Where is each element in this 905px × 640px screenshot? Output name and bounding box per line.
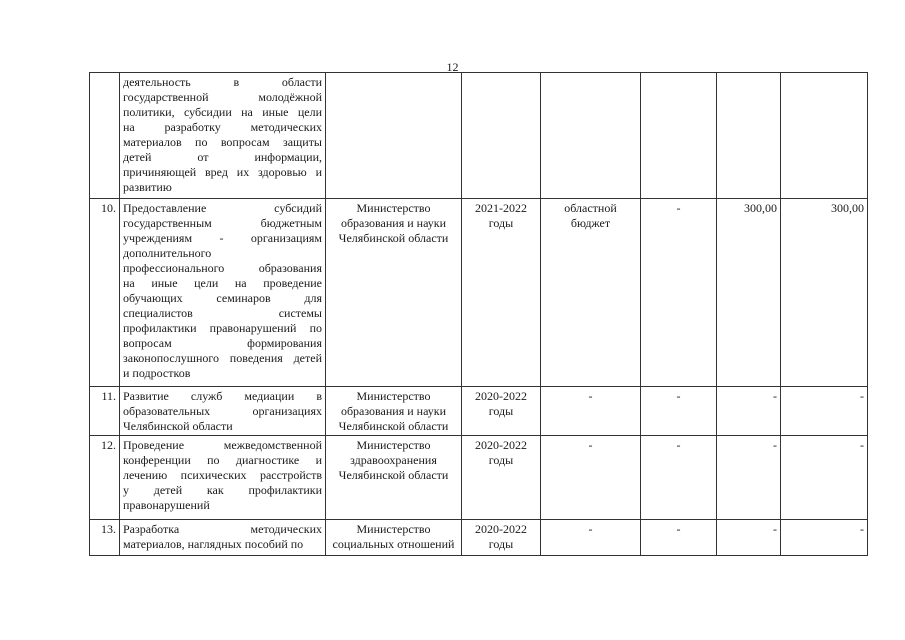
cell-line: материалов по вопросам защиты xyxy=(123,135,322,149)
period-cell xyxy=(462,199,541,387)
cell-line: здравоохранения xyxy=(350,453,437,467)
cell-value: 300,00 xyxy=(831,201,864,215)
cell-line: 2020-2022 xyxy=(475,522,527,536)
amount-cell-2 xyxy=(717,436,781,520)
funding-source-cell xyxy=(541,436,641,520)
cell-line: правонарушений xyxy=(123,498,210,512)
amount-cell-3 xyxy=(781,73,868,199)
amount-cell-3 xyxy=(781,520,868,556)
cell-value: - xyxy=(773,438,777,452)
amount-cell-1 xyxy=(641,436,717,520)
table-row xyxy=(90,520,868,556)
cell-line: - xyxy=(588,438,593,452)
cell-line: государственной молодёжной xyxy=(123,90,322,104)
cell-line: конференции по диагностике и xyxy=(123,453,322,467)
executor-cell xyxy=(326,436,462,520)
cell-line: профессионального образования xyxy=(123,261,322,275)
cell-line: 2020-2022 xyxy=(475,438,527,452)
cell-line: Министерство xyxy=(356,389,431,403)
row-number-cell xyxy=(90,73,120,199)
funding-source-cell xyxy=(541,520,641,556)
cell-value: 11. xyxy=(101,389,116,403)
table-row xyxy=(90,387,868,436)
cell-value: 300,00 xyxy=(744,201,777,215)
cell-line: у детей как профилактики xyxy=(123,483,322,497)
cell-line: причиняющей вред их здоровью и xyxy=(123,165,322,179)
cell-line: - xyxy=(588,389,593,403)
cell-line: Челябинской области xyxy=(123,419,233,433)
funding-source-cell xyxy=(541,73,641,199)
cell-line: и подростков xyxy=(123,366,191,380)
funding-source-cell xyxy=(541,199,641,387)
row-number-cell xyxy=(90,387,120,436)
executor-cell xyxy=(326,199,462,387)
cell-line: Министерство xyxy=(356,522,431,536)
cell-value: 13. xyxy=(101,522,116,536)
cell-line: специалистов системы xyxy=(123,306,322,320)
amount-cell-2 xyxy=(717,73,781,199)
cell-line: Челябинской области xyxy=(338,419,449,433)
cell-line: лечению психических расстройств xyxy=(123,468,322,482)
cell-value: - xyxy=(676,438,681,452)
cell-line: дополнительного xyxy=(123,246,212,260)
funding-source-cell xyxy=(541,387,641,436)
measure-description-cell xyxy=(120,436,326,520)
executor-cell xyxy=(326,387,462,436)
cell-line: Челябинской области xyxy=(338,468,449,482)
cell-line: на иные цели на проведение xyxy=(123,276,322,290)
cell-line: образования и науки xyxy=(340,404,447,418)
cell-value: - xyxy=(773,389,777,403)
cell-line: Министерство xyxy=(356,438,431,452)
amount-cell-1 xyxy=(641,520,717,556)
cell-value: - xyxy=(773,522,777,536)
cell-line: вопросам формирования xyxy=(123,336,322,350)
cell-line: деятельность в области xyxy=(123,75,322,89)
cell-line: детей от информации, xyxy=(123,150,322,164)
cell-line: годы xyxy=(488,453,514,467)
cell-line: областной xyxy=(564,201,617,215)
cell-line: Разработка методических xyxy=(123,522,322,536)
cell-value: 12. xyxy=(101,438,116,452)
table-row xyxy=(90,436,868,520)
cell-line: годы xyxy=(488,216,514,230)
table-row xyxy=(90,199,868,387)
cell-line: 2020-2022 xyxy=(475,389,527,403)
cell-value: - xyxy=(860,522,864,536)
amount-cell-1 xyxy=(641,387,717,436)
cell-line: обучающих семинаров для xyxy=(123,291,322,305)
measure-description-cell xyxy=(120,73,326,199)
cell-line: социальных отношений xyxy=(332,537,455,551)
page-number: 12 xyxy=(446,60,459,74)
cell-line: профилактики правонарушений по xyxy=(123,321,322,335)
period-cell xyxy=(462,73,541,199)
cell-line: Министерство xyxy=(356,201,431,215)
cell-value: - xyxy=(676,522,681,536)
cell-line: учреждениям - организациям xyxy=(123,231,322,245)
cell-line: Проведение межведомственной xyxy=(123,438,322,452)
cell-line: - xyxy=(588,522,593,536)
table-body xyxy=(90,73,868,556)
cell-value: 10. xyxy=(101,201,116,215)
cell-line: на разработку методических xyxy=(123,120,322,134)
cell-line: Челябинской области xyxy=(338,231,449,245)
cell-line: бюджет xyxy=(570,216,611,230)
cell-line: образования и науки xyxy=(340,216,447,230)
amount-cell-1 xyxy=(641,73,717,199)
cell-line: законопослушного поведения детей xyxy=(123,351,322,365)
measures-table xyxy=(89,72,868,556)
cell-line: Предоставление субсидий xyxy=(123,201,322,215)
cell-line: 2021-2022 xyxy=(475,201,527,215)
cell-value: - xyxy=(860,438,864,452)
cell-line: политики, субсидии на иные цели xyxy=(123,105,322,119)
period-cell xyxy=(462,436,541,520)
row-number-cell xyxy=(90,199,120,387)
cell-line: материалов, наглядных пособий по xyxy=(123,537,304,551)
executor-cell xyxy=(326,520,462,556)
cell-line: Развитие служб медиации в xyxy=(123,389,322,403)
cell-value: - xyxy=(676,201,681,215)
measure-description-cell xyxy=(120,387,326,436)
amount-cell-3 xyxy=(781,387,868,436)
amount-cell-3 xyxy=(781,199,868,387)
amount-cell-2 xyxy=(717,387,781,436)
cell-line: годы xyxy=(488,404,514,418)
period-cell xyxy=(462,520,541,556)
amount-cell-2 xyxy=(717,520,781,556)
period-cell xyxy=(462,387,541,436)
cell-line: государственным бюджетным xyxy=(123,216,322,230)
cell-value: - xyxy=(860,389,864,403)
amount-cell-3 xyxy=(781,436,868,520)
amount-cell-1 xyxy=(641,199,717,387)
measure-description-cell xyxy=(120,199,326,387)
table-row xyxy=(90,73,868,199)
amount-cell-2 xyxy=(717,199,781,387)
executor-cell xyxy=(326,73,462,199)
cell-line: годы xyxy=(488,537,514,551)
cell-value: - xyxy=(676,389,681,403)
row-number-cell xyxy=(90,436,120,520)
cell-line: развитию xyxy=(123,180,172,194)
cell-line: образовательных организациях xyxy=(123,404,322,418)
row-number-cell xyxy=(90,520,120,556)
measure-description-cell xyxy=(120,520,326,556)
